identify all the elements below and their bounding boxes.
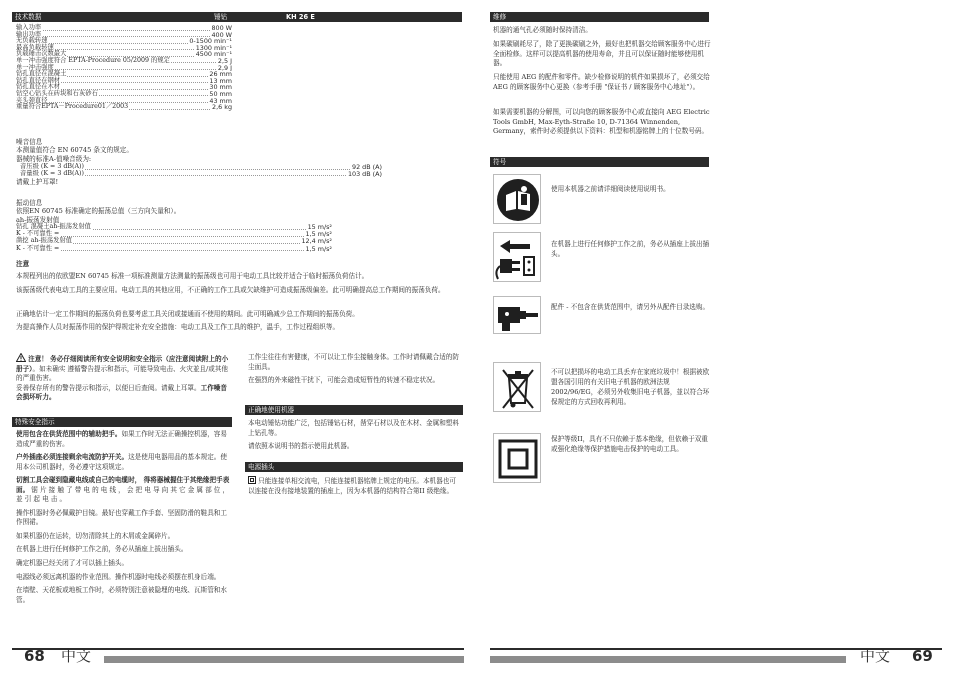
safety-heading: 特殊安全指示 — [12, 417, 232, 427]
dust-text: 工作尘往往有害健康，不可以让工作尘接触身体。工作时请佩戴合适的防尘面具。 — [248, 353, 459, 371]
vib-value-4: 1,5 m/s² — [305, 244, 332, 253]
vib-value-1: 15 m/s² — [307, 223, 332, 231]
unplug-icon — [493, 232, 541, 282]
warning-bold-1: 注意！ 务必仔细阅读所有安全说明和安全指示（应注意阅读附上的小册子） — [16, 355, 229, 373]
spec-value: 13 mm — [209, 76, 232, 85]
warning-text-1: 。如未确实 遵循警告提示和指示，可能导致电击、火灾並且/或其他的严重伤害。 — [16, 364, 229, 383]
note-4: 为提高操作人员对振荡作用的保护得规定补充安全措施：电动工具及工作工具的维护，温手，工作过程组织等。 — [16, 323, 340, 331]
warning-block — [16, 353, 232, 403]
spec-value: 30 mm — [209, 83, 232, 92]
noise-line2: 器械的标准A-值噪音级为: — [16, 154, 92, 163]
spec-table — [16, 25, 232, 111]
spec-row — [16, 104, 232, 111]
safety-list — [16, 430, 232, 609]
page-number-69: 69 — [912, 647, 933, 665]
warning-text-2: 妥善保存所有的警告提示和指示，以便日后查阅。请戴上耳罩。工作噪音会损坏听力。 — [16, 383, 227, 402]
usage-heading: 正确地使用机器 — [245, 405, 463, 415]
spec-label: 输出功率 — [16, 30, 42, 38]
spec-label: 钻孔直径在钢材 — [16, 76, 61, 84]
vibration-section — [16, 199, 256, 224]
maintenance-heading: 维修 — [490, 12, 709, 22]
spec-label: 最高负载转速 — [16, 43, 54, 51]
read-manual-icon — [493, 174, 541, 224]
spec-value: 0-1500 min⁻¹ — [189, 37, 232, 46]
vib-value-3: 12,4 m/s² — [301, 237, 332, 246]
tech-data-header — [12, 12, 462, 22]
safety-item-text: 在机器上进行任何修护工作之前，务必从插座上拔出插头。 — [16, 545, 188, 554]
spec-row — [16, 25, 232, 32]
safety-item — [16, 453, 232, 472]
spec-label: 钻孔直径在木材 — [16, 83, 61, 91]
note-3: 正确地估计一定工作期间的振荡负荷也要考虑工具关闭或接通而不使用的期间。此可明确减少总工作期间的振荡负荷。 — [16, 310, 359, 318]
spec-value: 2,9 J — [217, 63, 232, 72]
safety-item-bold: 户外插座必须连接剩余电流防护开关。 — [16, 453, 129, 462]
maintenance-text-3: 只能使用 AEG 的配件和零件。缺少检修说明的机件如果损坏了，必须交给 AEG 的顾客服务中心更换（参考手册 "保证书 / 顾客服务中心地址"）。 — [493, 73, 710, 91]
warning-bold-2: 工作噪音会损坏听力。 — [16, 383, 227, 402]
noise-value-1: 92 dB (A) — [352, 163, 382, 171]
noise-section — [16, 138, 232, 163]
safety-item — [16, 586, 232, 605]
left-footer — [12, 648, 464, 664]
spec-value: 4500 min⁻¹ — [195, 50, 232, 59]
tech-data-title: 技术数据 — [15, 13, 42, 21]
spec-label: 重量符合EPTA－Procedure01／2003 — [16, 103, 129, 111]
vib-label-3: 凿挖 ah-振荡发射值 — [16, 237, 73, 245]
spec-label: 无负载转速 — [16, 37, 48, 45]
symbol-text-4: 不可以把损坏的电动工具丢弃在家庭垃圾中！根据被欧盟各国引用的有关旧电子机器的欧洲法规2002/96/EG，必须另外收集旧电子机器，並以符合环保规定的方式回收再利用。 — [551, 368, 710, 406]
symbol-text-1: 使用本机器之前请详细阅读使用说明书。 — [551, 185, 670, 193]
spec-label: 单一冲击强度符合 EPTA-Procedure 05/2009 的规定 — [16, 56, 170, 64]
safety-item-bold: 使用包含在供货范围中的辅助把手。 — [16, 430, 122, 438]
noise-heading: 噪音信息 — [16, 138, 43, 146]
safety-item-text: 确定机器已经关闭了才可以插上插头。 — [16, 559, 129, 568]
safety-item — [16, 430, 232, 449]
power-heading: 电源插头 — [245, 462, 463, 472]
safety-item-text: 这是使用电器用品的基本规定。使用本公司机器时，务必遵守这项规定。 — [16, 453, 227, 471]
spec-value: 1300 min⁻¹ — [195, 43, 232, 52]
symbol-text-5: 保护等级II，具有不只依赖于基本绝缘，但依赖于双重或强化绝缘等保护措施电击保护的电动工具。 — [551, 435, 708, 453]
note-2: 该振荡级代表电动工具的主要应用。电动工具的其他应用，不正确的工作工具或欠缺维护可造成振荡级偏差。此可明确提高总工作期间的振荡负荷。 — [16, 286, 445, 294]
spec-label: 夹头颈直径 — [16, 96, 48, 104]
noise-label-1: 音压级 (K = 3 dB(A)) — [20, 163, 84, 170]
safety-item-text: 如果机器仍在运转，切勿清除其上的木屑或金属碎片。 — [16, 531, 175, 540]
safety-item — [16, 509, 232, 528]
maintenance-text-1: 机器的通气孔必须随时保持清洁。 — [493, 26, 592, 34]
right-page — [477, 0, 954, 677]
spec-label: 负载锤击次数最大 — [16, 50, 67, 58]
noise-value-2: 103 dB (A) — [347, 169, 382, 178]
spec-label: 钻孔直径在混凝土 — [16, 70, 67, 78]
tech-data-type: 锤钻 — [214, 13, 228, 21]
usage-text-2: 请依照本说明书的指示使用此机器。 — [248, 442, 354, 450]
vibration-line2: ah-振荡发射值 — [16, 215, 60, 224]
power-text: 只能连接单相交流电，只能连接机器铭牌上规定的电压。本机器也可以连接在没有接地装置的插座上，因为本机器的结构符合第II 级绝缘。 — [248, 477, 456, 495]
warning-triangle-icon — [16, 353, 26, 362]
usage-text-1: 本电动锤钻功能广泛，包括锤钻石材，凿穿石材以及在木材、金属和塑料上钻孔等。 — [248, 419, 459, 437]
vibration-heading: 振动信息 — [16, 199, 43, 207]
vibration-line1: 依照EN 60745 标准确定的振荡总值（三方向矢量和）。 — [16, 207, 181, 216]
noise-line1: 本测量值符合 EN 60745 条文的规定。 — [16, 146, 133, 155]
noise-label-2: 音量级 (K = 3 dB(A)) — [20, 169, 84, 177]
spec-value: 800 W — [211, 24, 232, 32]
spec-value: 43 mm — [209, 96, 232, 105]
spec-value: 50 mm — [209, 89, 232, 98]
spec-label: 单一冲击强度 — [16, 63, 54, 71]
safety-item-text: 操作机器时务必佩戴护目镜。最好也穿戴工作手套、坚固防滑的鞋具和工作围裙。 — [16, 508, 227, 527]
page-number-68: 68 — [24, 647, 45, 665]
tech-data-model: KH 26 E — [286, 13, 315, 21]
vib-label-2: K - 不可靠性 = — [16, 230, 60, 238]
symbols-heading: 符号 — [490, 157, 709, 167]
vib-value-2: 1,5 m/s² — [305, 230, 332, 239]
spec-value: 400 W — [211, 30, 232, 39]
vib-label-4: K - 不可靠性 = — [16, 244, 60, 252]
note-heading: 注意 — [16, 260, 30, 268]
language-label-left: 中文 — [61, 647, 92, 665]
spec-label: 钻空心钻头在砖块和石灰砂石 — [16, 89, 98, 97]
vibration-table — [16, 224, 332, 253]
vib-label-1: 钻孔 混凝土ah-振荡发射值 — [16, 223, 91, 230]
right-footer — [490, 648, 942, 664]
note-1: 本规程列出的依欧盟EN 60745 标准一项标准测量方法测量的振荡级也可用于电动工具比较并适合于临时振荡负荷估计。 — [16, 272, 369, 280]
weee-bin-icon — [493, 362, 541, 412]
double-insulation-icon — [493, 433, 541, 483]
spec-row — [16, 91, 232, 98]
safety-item-text: 电源线必须远离机器的作业范围。操作机器时电线必须摆在机身后端。 — [16, 572, 221, 581]
maintenance-text-4: 如果需要机器的分解图，可以向您的顾客服务中心或直接向 AEG Electric Tools GmbH, Max-Eyth-Straße 10, D-71364 Winnenden, Germany，索件时必须提供以下资料：机型和机器铭牌上的十位数号码。 — [493, 108, 710, 136]
noise-table — [20, 164, 382, 177]
spec-value: 2,6 kg — [212, 103, 232, 112]
magnetic-text: 在强烈的外来磁性干扰下，可能会造成短暂性的转速不稳定状况。 — [248, 376, 440, 384]
ear-protection-note: 请戴上护耳罩! — [16, 178, 59, 186]
spec-value: 26 mm — [209, 70, 232, 79]
class-ii-small-icon — [248, 476, 256, 484]
maintenance-text-2: 如果碳刷耗尽了，除了更换碳刷之外，最好也把机器交给顾客服务中心进行全面检修。这样可以提高机器的使用寿命，并且可以保证随时能够使用机器。 — [493, 40, 711, 68]
safety-item — [16, 476, 232, 505]
spec-label: 输入功率 — [16, 24, 42, 31]
accessory-icon — [493, 296, 541, 334]
safety-item — [16, 559, 232, 569]
symbol-text-3: 配件 - 不包含在供货范围中，请另外从配件目录选购。 — [551, 303, 710, 311]
safety-item-bold: 切割工具会碰到隐藏电线或自己的电缆时， 得将器械握住于其绝缘把手表面。 — [16, 476, 230, 494]
safety-item — [16, 532, 232, 542]
safety-item — [16, 573, 232, 583]
safety-item-text: 如果工作时无法正确操控机器，容易造成严重的伤害。 — [16, 430, 227, 448]
symbol-text-2: 在机器上进行任何修护工作之前，务必从插座上拔出插头。 — [551, 240, 710, 258]
safety-item — [16, 545, 232, 555]
language-label-right: 中文 — [860, 647, 891, 665]
safety-item-text: 锯 片 接 触 了 带 电 的 电 线 ， 会 把 电 导 向 其 它 金 属 部 位 ， 並 引 起 电 击 。 — [16, 485, 230, 504]
safety-item-text: 在墙壁、天花板或地板工作时，必须特别注意被隐埋的电线、瓦斯管和水管。 — [16, 586, 227, 604]
spec-value: 2,5 J — [217, 56, 232, 65]
